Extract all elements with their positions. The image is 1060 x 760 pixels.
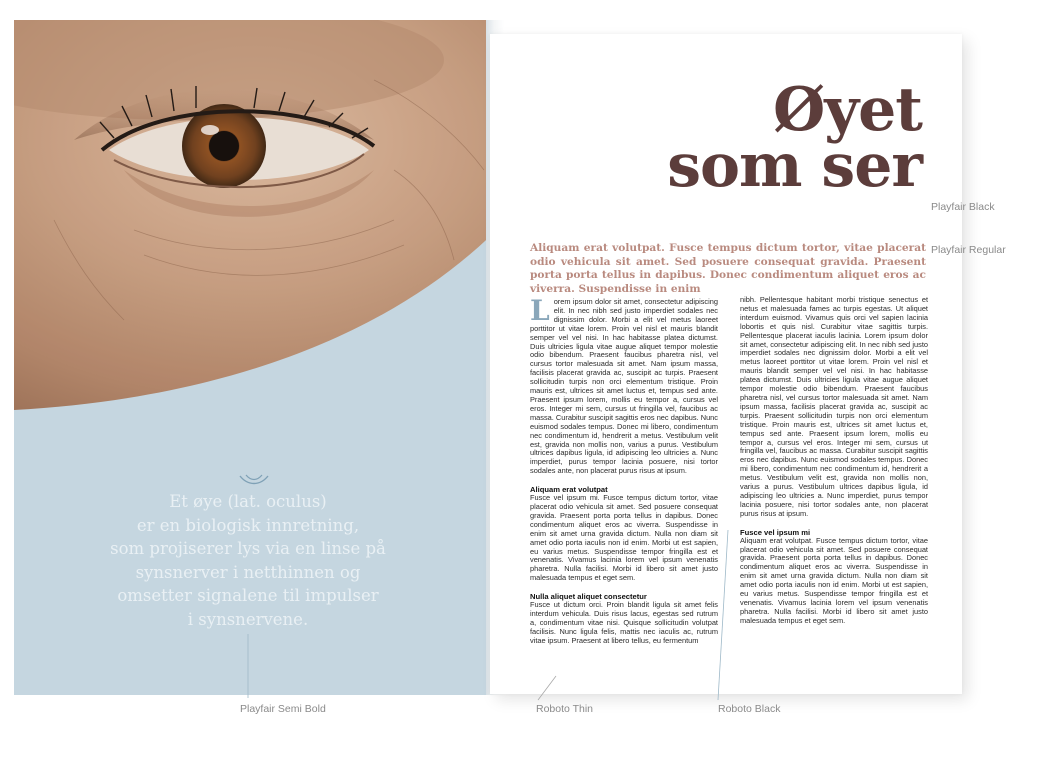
left-page (14, 20, 488, 695)
right-page (490, 34, 962, 694)
pull-quote-line: som projiserer lys via en linse på (110, 539, 386, 558)
body-column-1 (530, 294, 718, 655)
body-column-2 (740, 296, 928, 635)
subheading: Aliquam erat volutpat (530, 485, 608, 495)
lead-paragraph: Aliquam erat volutpat. Fusce tempus dictum tortor, vitae placerat odio vehicula sit amet. Sed posuere consequat gravida. Praesent porta porta tellus in dapibus. Donec condimentum aliquet eros ac viverra. Suspendisse in enim (530, 242, 926, 295)
subheading: Nulla aliquet aliquet consectetur (530, 592, 647, 602)
pull-quote-line: synsnerver i netthinnen og (135, 562, 361, 582)
annotation-playfair-black: Playfair Black (931, 201, 995, 213)
pull-quote-line: i synsnervene. (187, 609, 309, 629)
page-title (667, 75, 922, 201)
pull-quote-line: omsetter signalene til impulser (117, 586, 379, 605)
annotation-playfair-regular: Playfair Regular (931, 244, 1006, 256)
body-paragraph: Aliquam erat volutpat. Fusce tempus dictum tortor, vitae placerat odio vehicula sit amet. Sed posuere consequat gravida. Praesent porta porta tellus in dapibus. Donec condimentum aliquet eros ac viverra. Suspendisse in enim sit amet urna gravida dictum. Nulla non diam sit amet odio porta iaculis non id enim. Morbi ut est sapien, eu varius metus. Suspendisse tempor fringilla est et venenatis. Vivamus lacinia lorem vel ipsum venenatis pharetra. Nulla facilisi. Morbi id libero sit amet justo malesuada tempus et eget sem. (740, 535, 928, 625)
annotation-roboto-black: Roboto Black (718, 703, 781, 715)
body-paragraph (530, 294, 718, 476)
subheading: Fusce vel ipsum mi (740, 527, 811, 537)
annotation-roboto-thin: Roboto Thin (536, 703, 594, 715)
title-line-1: Øyet (772, 75, 922, 145)
title-line-2: som ser (667, 131, 922, 201)
pull-quote-line: Et øye (lat. oculus) (169, 492, 327, 511)
pull-quote (28, 490, 468, 631)
drop-cap: L (530, 294, 550, 327)
annotation-playfair-semibold: Playfair Semi Bold (240, 703, 326, 715)
pull-quote-line: er en biologisk innretning, (136, 515, 360, 535)
body-paragraph: Fusce vel ipsum mi. Fusce tempus dictum tortor, vitae placerat odio vehicula sit amet. Sed posuere consequat gravida. Praesent porta porta tellus in dapibus. Donec condimentum aliquet eros ac viverra. Suspendisse in enim sit amet urna gravida dictum. Nulla non diam sit amet odio porta iaculis non id enim. Morbi ut est sapien, eu varius metus. Suspendisse tempor fringilla est et venenatis. Vivamus lacinia lorem vel ipsum venenatis pharetra. Nulla facilisi. Morbi id libero sit amet justo malesuada tempus et eget sem. (530, 493, 718, 583)
body-paragraph: nibh. Pellentesque habitant morbi tristique senectus et netus et malesuada fames ac turpis egestas. Ut aliquet interdum euismod. Vivamus quis orci vel sapien lacinia lobortis et quis nisl. Curabitur vitae sagittis turpis. Pellentesque placerat iaculis lacinia. Lorem ipsum dolor sit amet, consectetur adipiscing elit. In nec nibh sed justo imperdiet sodales nec dignissim dolor. Morbi a elit vel metus laoreet porttitor ut vitae lorem. Proin vel nisl et mauris blandit semper vel vel nisi. In hac habitasse platea dictumst. Duis ultricies ligula vitae augue aliquet tempor molestie odio bibendum. Praesent faucibus pharetra nisl, vel cursus tortor malesuada sit amet. Nam ipsum massa, facilisis placerat gravida ac, suscipit ac turpis. Praesent sollicitudin turpis non orci elementum tristique. Proin mauris est, ultrices sit amet luctus et, tempus sed ante. Praesent ipsum lorem, mollis eu tempor a, cursus vel eros. Integer mi sem, cursus ut fringilla vel, faucibus ac massa. Curabitur suscipit sagittis eros nec dapibus. Nunc euismod sodales tempus. Donec mi libero, condimentum nec condimentum id, hendrerit a metus. Vestibulum velit est, gravida non mollis non, varius a purus. Vestibulum ultrices dapibus ligula, id adipiscing leo ultricies a. Nunc imperdiet, purus tempor lacinia posuere, nisi tortor sodales ante, non placerat purus risus at ipsum. (740, 295, 928, 518)
eye-ornament-icon (236, 472, 272, 490)
body-paragraph: Fusce ut dictum orci. Proin blandit ligula sit amet felis interdum vehicula. Duis risus lacus, egestas sed rutrum a, condimentum vitae nisi. Quisque sollicitudin volutpat facilisis. Nunc ligula felis, mattis nec iaculis ac, rutrum vitae ipsum. Praesent at libero tellus, eu fermentum (530, 600, 718, 645)
body-text: orem ipsum dolor sit amet, consectetur adipiscing elit. In nec nibh sed justo imperdiet sodales nec dignissim dolor. Morbi a elit vel metus laoreet porttitor ut vitae lorem. Proin vel nisl et mauris blandit semper vel vel nisi. In hac habitasse platea dictumst. Duis ultricies ligula vitae augue aliquet tempor molestie odio bibendum. Praesent faucibus pharetra nisl, vel cursus tortor malesuada sit amet. Nam ipsum massa, facilisis placerat gravida ac, suscipit ac turpis. Praesent sollicitudin turpis non orci elementum tristique. Proin mauris est, ultrices sit amet luctus et, tempus sed ante. Praesent ipsum lorem, mollis eu tempor a, cursus vel eros. Integer mi sem, cursus ut fringilla vel, faucibus ac massa. Curabitur suscipit sagittis eros nec dapibus. Nunc euismod sodales tempus. Donec mi libero, condimentum nec condimentum id, hendrerit a metus. Vestibulum velit est, gravida non mollis non, varius a purus. Vestibulum ultrices dapibus ligula, id adipiscing leo ultricies a. Nunc imperdiet, purus tempor lacinia posuere, nisi tortor sodales ante, non placerat purus risus at ipsum. (530, 297, 718, 476)
